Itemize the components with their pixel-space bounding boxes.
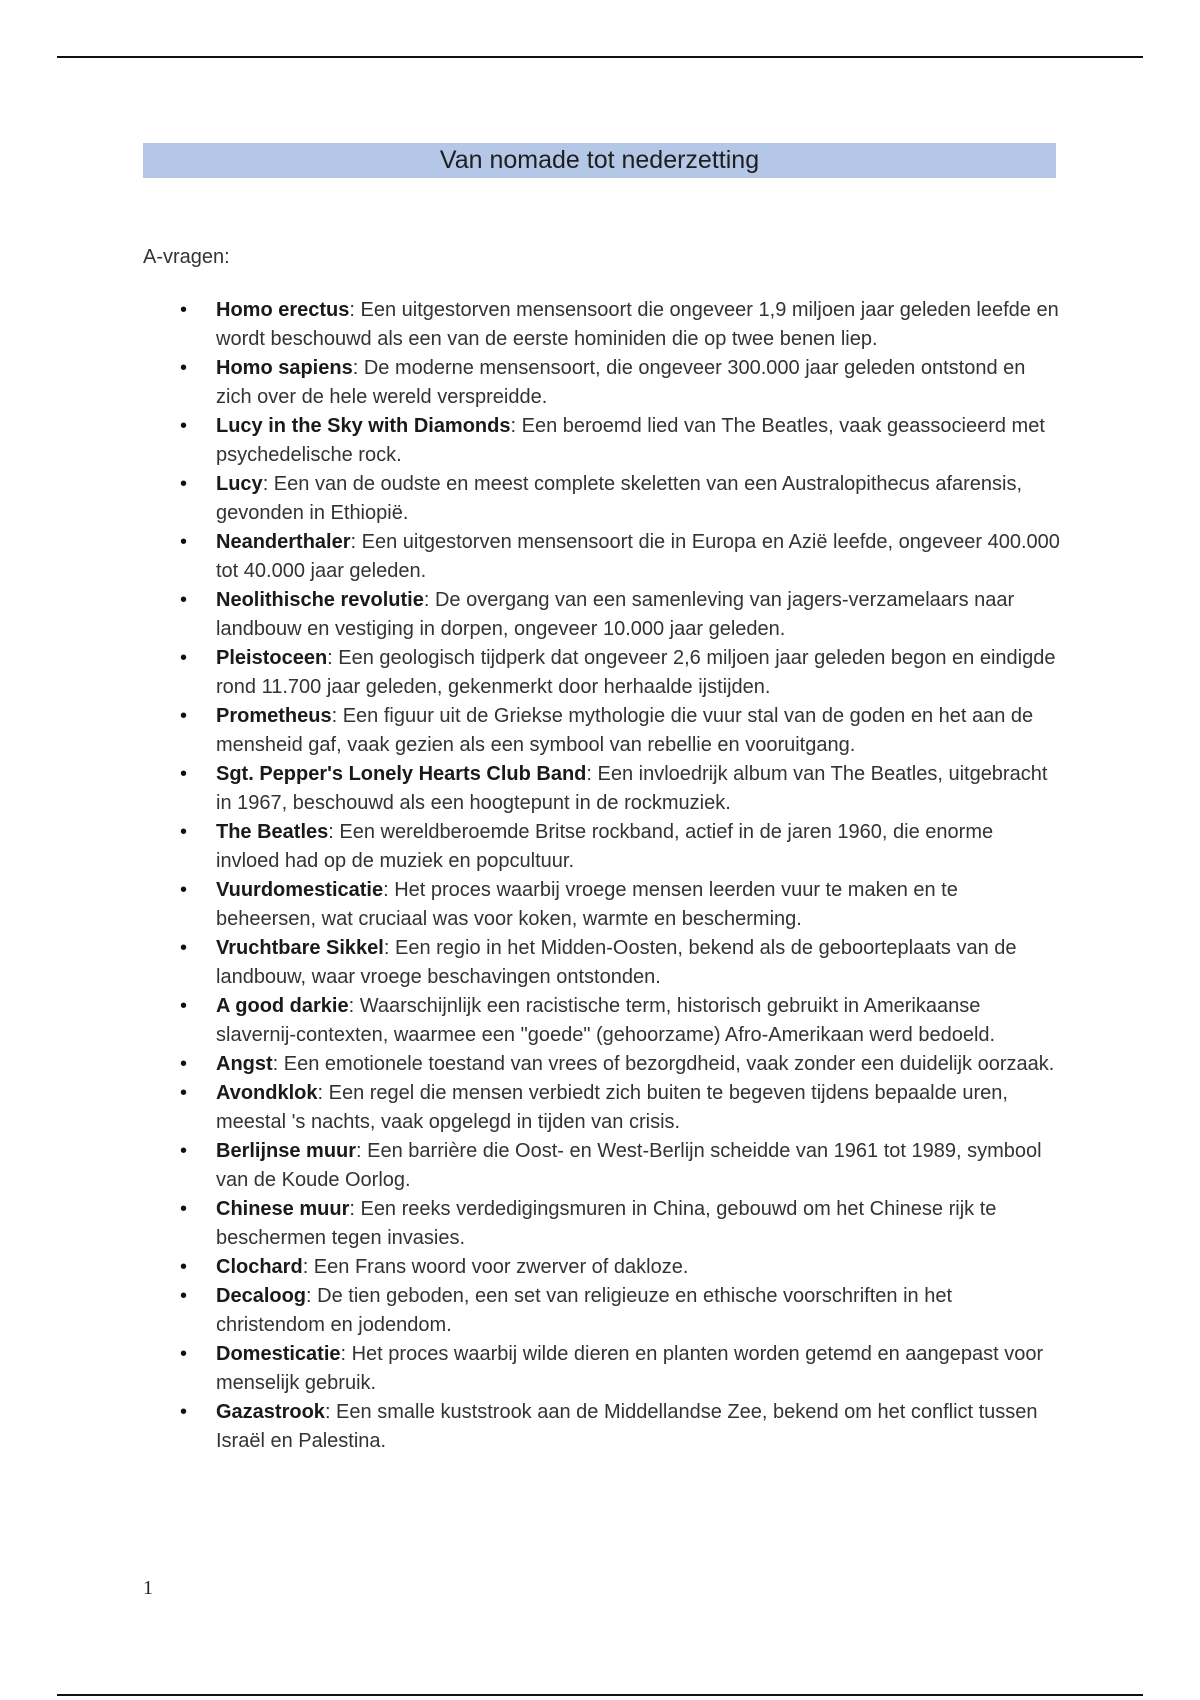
entry-term: Vruchtbare Sikkel bbox=[216, 937, 384, 959]
glossary-entry bbox=[176, 296, 1061, 354]
glossary-entry bbox=[176, 702, 1061, 760]
glossary-entry bbox=[176, 412, 1061, 470]
entry-definition: : Een uitgestorven mensensoort die in Europa en Azië leefde, ongeveer 400.000 tot 40.000 jaar geleden. bbox=[216, 531, 1060, 582]
glossary-entry bbox=[176, 470, 1061, 528]
entry-term: Neanderthaler bbox=[216, 531, 351, 553]
glossary-entry bbox=[176, 1282, 1061, 1340]
entry-term: Lucy bbox=[216, 473, 263, 495]
entry-term: Homo sapiens bbox=[216, 357, 353, 379]
document-title-bar bbox=[143, 143, 1056, 178]
footer-rule bbox=[57, 1694, 1143, 1696]
bullet-icon: • bbox=[180, 531, 188, 553]
entry-definition: : Een Frans woord voor zwerver of dakloze. bbox=[302, 1256, 689, 1278]
glossary-entry bbox=[176, 528, 1061, 586]
entry-definition: : Een wereldberoemde Britse rockband, actief in de jaren 1960, die enorme invloed had op de muziek en popcultuur. bbox=[216, 821, 994, 872]
entry-term: Berlijnse muur bbox=[216, 1140, 357, 1162]
entry-definition: : Een smalle kuststrook aan de Middellandse Zee, bekend om het conflict tussen Israël en Palestina. bbox=[216, 1401, 1038, 1452]
bullet-icon: • bbox=[180, 1140, 188, 1162]
bullet-icon: • bbox=[180, 1343, 188, 1365]
entry-definition: : Waarschijnlijk een racistische term, historisch gebruikt in Amerikaanse slavernij-contexten, waarmee een "goede" (gehoorzame) Afro-Amerikaan werd bedoeld. bbox=[216, 995, 996, 1046]
entry-term: Lucy in the Sky with Diamonds bbox=[216, 415, 511, 437]
entry-definition: : Een regio in het Midden-Oosten, bekend als de geboorteplaats van de landbouw, waar vroege beschavingen ontstonden. bbox=[216, 937, 1017, 988]
bullet-icon: • bbox=[180, 821, 188, 843]
bullet-icon: • bbox=[180, 879, 188, 901]
entry-definition: : Een beroemd lied van The Beatles, vaak geassocieerd met psychedelische rock. bbox=[216, 415, 1045, 466]
entry-term: Homo erectus bbox=[216, 299, 350, 321]
section-label: A-vragen: bbox=[143, 246, 230, 268]
glossary-entry bbox=[176, 992, 1061, 1050]
glossary-entry bbox=[176, 1340, 1061, 1398]
glossary-entry bbox=[176, 934, 1061, 992]
entry-term: Clochard bbox=[216, 1256, 303, 1278]
entry-term: Decaloog bbox=[216, 1285, 307, 1307]
document-title: Van nomade tot nederzetting bbox=[439, 146, 760, 174]
entry-definition: : Een uitgestorven mensensoort die ongeveer 1,9 miljoen jaar geleden leefde en wordt beschouwd als een van de eerste hominiden die op twee benen liep. bbox=[216, 299, 1059, 350]
entry-definition: : De moderne mensensoort, die ongeveer 300.000 jaar geleden ontstond en zich over de hele wereld verspreidde. bbox=[216, 357, 1026, 408]
page-number: 1 bbox=[143, 1577, 153, 1599]
entry-definition: : De tien geboden, een set van religieuze en ethische voorschriften in het christendom en jodendom. bbox=[216, 1285, 952, 1336]
entry-term: Vuurdomesticatie bbox=[216, 879, 384, 901]
header-rule bbox=[57, 56, 1143, 58]
entry-term: Chinese muur bbox=[216, 1198, 350, 1220]
bullet-icon: • bbox=[180, 1082, 188, 1104]
bullet-icon: • bbox=[180, 1256, 188, 1278]
entry-term: The Beatles bbox=[216, 821, 329, 843]
entry-term: Angst bbox=[216, 1053, 273, 1075]
glossary-entry bbox=[176, 644, 1061, 702]
entry-definition: : Een emotionele toestand van vrees of bezorgdheid, vaak zonder een duidelijk oorzaak. bbox=[272, 1053, 1055, 1075]
glossary-entry bbox=[176, 1195, 1061, 1253]
bullet-icon: • bbox=[180, 1401, 188, 1423]
glossary-entry bbox=[176, 876, 1061, 934]
bullet-icon: • bbox=[180, 705, 188, 727]
entry-term: Neolithische revolutie bbox=[216, 589, 424, 611]
glossary-entry bbox=[176, 1253, 1061, 1282]
entry-definition: : Een geologisch tijdperk dat ongeveer 2,6 miljoen jaar geleden begon en eindigde rond 11.700 jaar geleden, gekenmerkt door herhaalde ijstijden. bbox=[216, 647, 1056, 698]
bullet-icon: • bbox=[180, 763, 188, 785]
bullet-icon: • bbox=[180, 589, 188, 611]
entry-definition: : Een van de oudste en meest complete skeletten van een Australopithecus afarensis, gevonden in Ethiopië. bbox=[216, 473, 1023, 524]
entry-term: Sgt. Pepper's Lonely Hearts Club Band bbox=[216, 763, 587, 785]
bullet-icon: • bbox=[180, 647, 188, 669]
bullet-icon: • bbox=[180, 995, 188, 1017]
bullet-icon: • bbox=[180, 415, 188, 437]
bullet-icon: • bbox=[180, 357, 188, 379]
bullet-icon: • bbox=[180, 1198, 188, 1220]
bullet-icon: • bbox=[180, 937, 188, 959]
glossary-entry bbox=[176, 1050, 1061, 1079]
entry-definition: : De overgang van een samenleving van jagers-verzamelaars naar landbouw en vestiging in dorpen, ongeveer 10.000 jaar geleden. bbox=[216, 589, 1015, 640]
entry-definition: : Een invloedrijk album van The Beatles, uitgebracht in 1967, beschouwd als een hoogtepunt in de rockmuziek. bbox=[216, 763, 1048, 814]
glossary-entry bbox=[176, 818, 1061, 876]
glossary-entry bbox=[176, 1137, 1061, 1195]
entry-definition: : Het proces waarbij vroege mensen leerden vuur te maken en te beheersen, wat cruciaal was voor koken, warmte en bescherming. bbox=[216, 879, 958, 930]
entry-term: Prometheus bbox=[216, 705, 332, 727]
entry-term: Avondklok bbox=[216, 1082, 318, 1104]
entry-term: Domesticatie bbox=[216, 1343, 341, 1365]
entry-definition: : Een reeks verdedigingsmuren in China, gebouwd om het Chinese rijk te beschermen tegen invasies. bbox=[216, 1198, 997, 1249]
entry-term: Pleistoceen bbox=[216, 647, 328, 669]
bullet-icon: • bbox=[180, 473, 188, 495]
glossary-entry bbox=[176, 354, 1061, 412]
glossary-entry bbox=[176, 1398, 1061, 1456]
entry-term: Gazastrook bbox=[216, 1401, 325, 1423]
glossary-list bbox=[176, 296, 1061, 1456]
glossary-entry bbox=[176, 760, 1061, 818]
entry-definition: : Een regel die mensen verbiedt zich buiten te begeven tijdens bepaalde uren, meestal 's nachts, vaak opgelegd in tijden van crisis. bbox=[216, 1082, 1008, 1133]
bullet-icon: • bbox=[180, 299, 188, 321]
glossary-entry bbox=[176, 586, 1061, 644]
entry-definition: : Het proces waarbij wilde dieren en planten worden getemd en aangepast voor menselijk gebruik. bbox=[216, 1343, 1044, 1394]
glossary-entry bbox=[176, 1079, 1061, 1137]
bullet-icon: • bbox=[180, 1285, 188, 1307]
entry-term: A good darkie bbox=[216, 995, 349, 1017]
bullet-icon: • bbox=[180, 1053, 188, 1075]
entry-definition: : Een figuur uit de Griekse mythologie die vuur stal van de goden en het aan de mensheid gaf, vaak gezien als een symbool van rebellie en vooruitgang. bbox=[216, 705, 1034, 756]
entry-definition: : Een barrière die Oost- en West-Berlijn scheidde van 1961 tot 1989, symbool van de Koude Oorlog. bbox=[216, 1140, 1042, 1191]
